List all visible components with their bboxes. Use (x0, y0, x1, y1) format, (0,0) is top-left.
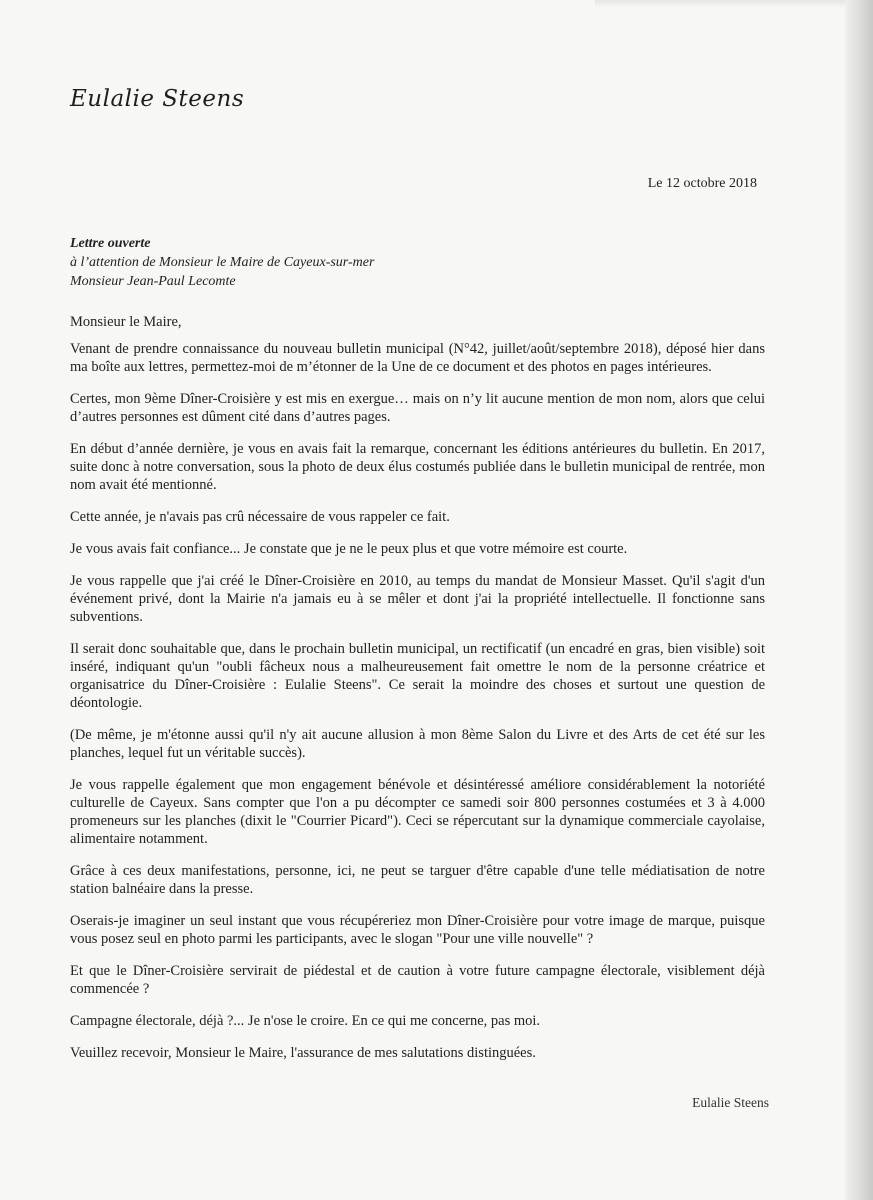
paragraph: Je vous avais fait confiance... Je constate que je ne le peux plus et que votre mémoire est courte. (70, 541, 628, 557)
paragraph: Et que le Dîner-Croisière servirait de piédestal et de caution à votre future campagne électorale, visiblement déjà commencée ? (70, 963, 765, 997)
paragraph: Certes, mon 9ème Dîner-Croisière y est mis en exergue… mais on n’y lit aucune mention de mon nom, alors que celui d’autres personnes est dûment cité dans d’autres pages. (70, 391, 765, 425)
scan-shadow-top (595, 0, 845, 8)
paragraph: Campagne électorale, déjà ?... Je n'ose le croire. En ce qui me concerne, pas moi. (70, 1013, 541, 1029)
paragraph: Il serait donc souhaitable que, dans le prochain bulletin municipal, un rectificatif (un encadré en gras, bien visible) soit inséré, indiquant qu'un "oubli fâcheux nous a malheureusement fait omettre le nom de la personne créatrice et organisatrice du Dîner-Croisière : Eulalie Steens". Ce serait la moindre des choses et surtout une question de déontologie. (70, 641, 765, 711)
letter-type: Lettre ouverte (70, 236, 151, 251)
signature: Eulalie Steens (692, 1095, 769, 1110)
letter-body (70, 340, 765, 1076)
recipient-line-2: Monsieur Jean-Paul Lecomte (70, 274, 236, 289)
scan-shadow-edge (845, 0, 873, 1200)
paragraph: Cette année, je n'avais pas crû nécessaire de vous rappeler ce fait. (70, 509, 450, 525)
paragraph: Oserais-je imaginer un seul instant que vous récupéreriez mon Dîner-Croisière pour votre image de marque, puisque vous posez seul en photo parmi les participants, avec le slogan "Pour une ville nouvelle" ? (70, 913, 765, 947)
paragraph: (De même, je m'étonne aussi qu'il n'y ait aucune allusion à mon 8ème Salon du Livre et des Arts de cet été sur les planches, lequel fut un véritable succès). (70, 727, 765, 761)
paragraph: Venant de prendre connaissance du nouveau bulletin municipal (N°42, juillet/août/septembre 2018), déposé hier dans ma boîte aux lettres, permettez-moi de m’étonner de la Une de ce document et des photos en pages intérieures. (70, 341, 765, 375)
recipient-line-1: à l’attention de Monsieur le Maire de Cayeux-sur-mer (70, 255, 375, 270)
paragraph: Grâce à ces deux manifestations, personne, ici, ne peut se targuer d'être capable d'une telle médiatisation de notre station balnéaire dans la presse. (70, 863, 765, 897)
letter-date: Le 12 octobre 2018 (647, 176, 757, 191)
letterhead-name: Eulalie Steens (70, 86, 245, 112)
closing-paragraph: Veuillez recevoir, Monsieur le Maire, l'assurance de mes salutations distinguées. (70, 1045, 536, 1061)
salutation: Monsieur le Maire, (70, 314, 182, 330)
paragraph: En début d’année dernière, je vous en avais fait la remarque, concernant les éditions antérieures du bulletin. En 2017, suite donc à notre conversation, sous la photo de deux élus costumés publiée dans le bulletin municipal de rentrée, mon nom avait été mentionné. (70, 441, 765, 493)
recipient-address (70, 234, 374, 291)
paragraph: Je vous rappelle que j'ai créé le Dîner-Croisière en 2010, au temps du mandat de Monsieur Masset. Qu'il s'agit d'un événement privé, dont la Mairie n'a jamais eu à se mêler et dont j'ai la propriété intellectuelle. Il fonctionne sans subventions. (70, 573, 765, 625)
paragraph: Je vous rappelle également que mon engagement bénévole et désintéressé améliore considérablement la notoriété culturelle de Cayeux. Sans compter que l'on a pu décompter ce samedi soir 800 personnes costumées et 3 à 4.000 promeneurs sur les planches (dixit le "Courrier Picard"). Ceci se répercutant sur la dynamique commerciale cayolaise, alimentaire notamment. (70, 777, 765, 847)
